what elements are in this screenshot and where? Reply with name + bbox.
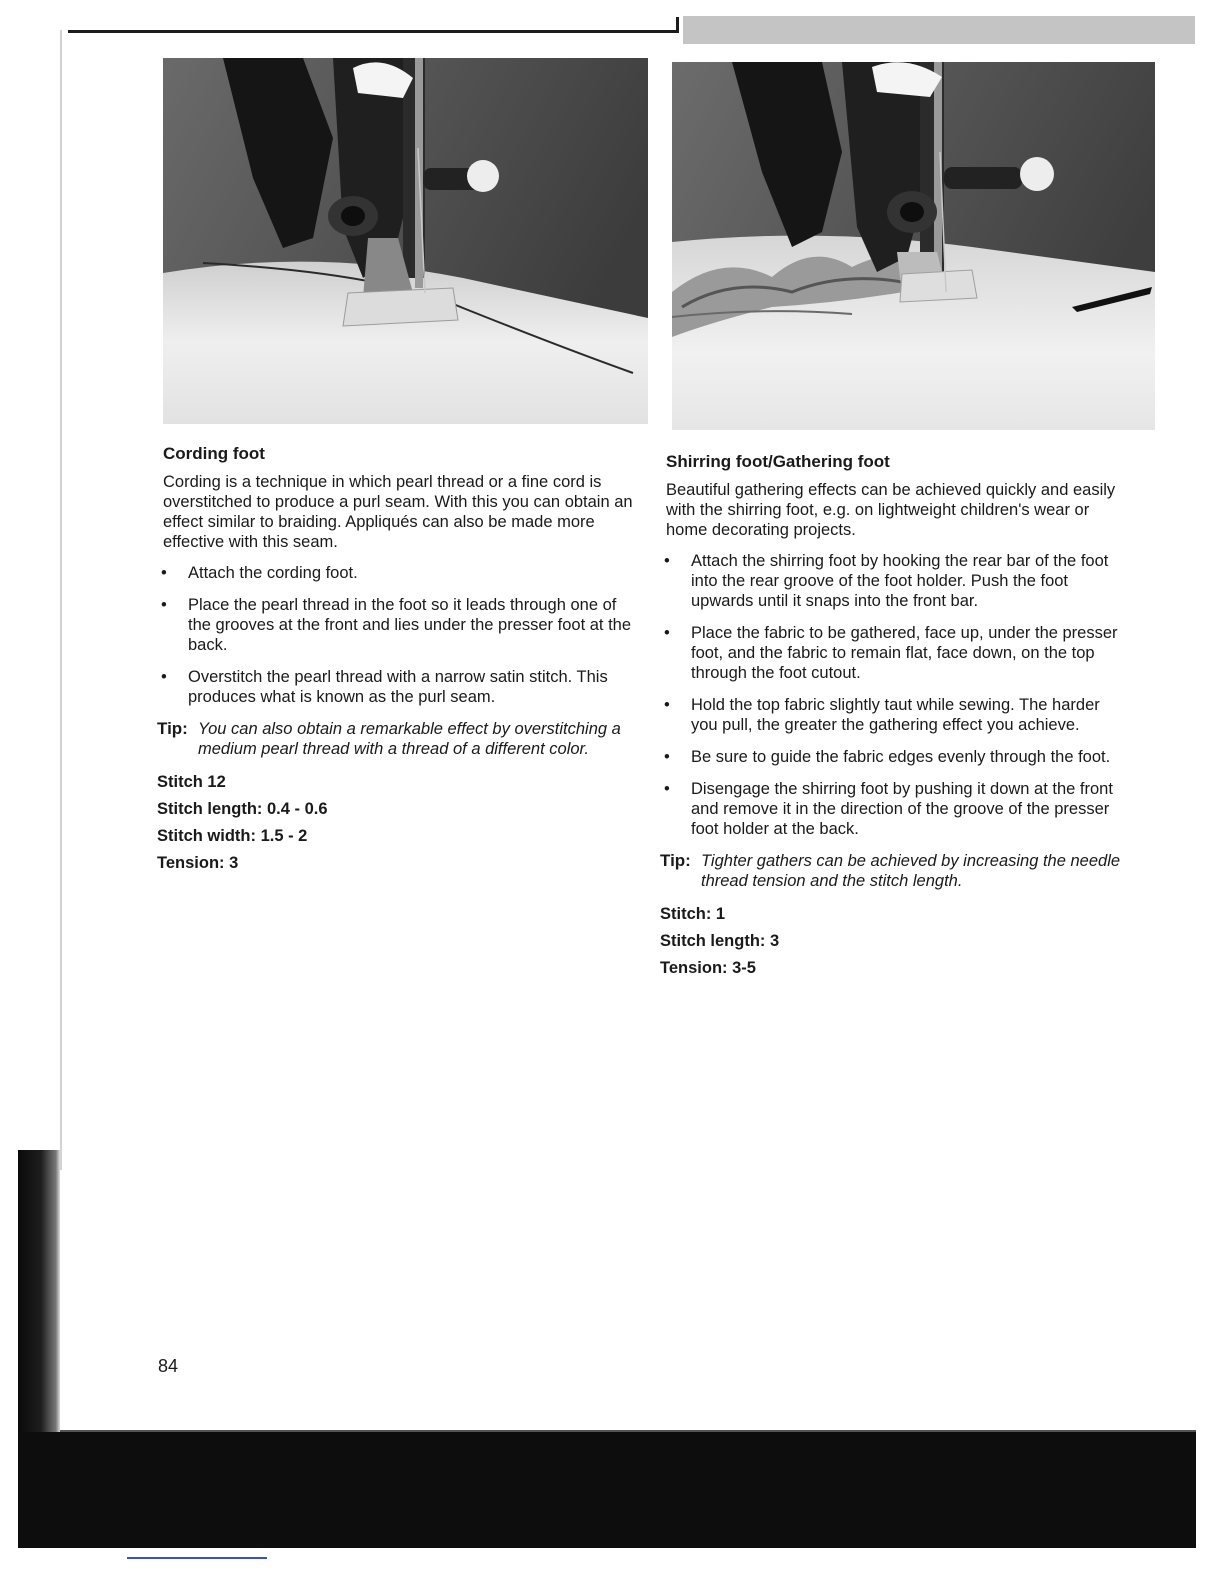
step-text: Place the pearl thread in the foot so it leads through one of the grooves at the front and lies under the presser foot at the back. [188,596,632,654]
tip-text: You can also obtain a remarkable effect by overstitching a medium pearl thread with a thread of a different color. [198,720,621,758]
tip-label: Tip: [157,719,188,738]
spec-stitch-length [660,931,1130,951]
list-item [157,667,642,707]
spec-label: Stitch [157,773,208,791]
shirring-foot-photo [672,62,1155,430]
list-item [660,779,1130,839]
top-scan-band [683,16,1195,44]
bullet-icon: • [664,780,670,798]
list-item [660,551,1130,611]
spec-value: 3 [770,932,780,950]
spec-tension [660,958,1130,978]
step-text: Place the fabric to be gathered, face up, under the presser foot, and the fabric to remain flat, face down, on the top through the foot cutout. [691,624,1118,682]
spec-value: 12 [207,773,226,791]
spec-label: Stitch length: [660,932,770,950]
spec-value: 1 [715,905,726,923]
spec-stitch [660,904,1130,924]
list-item [157,563,642,583]
shirring-foot-tip [660,851,1130,891]
spec-tension [157,853,642,873]
shirring-foot-steps [660,551,1130,839]
shirring-foot-heading: Shirring foot/Gathering foot [666,452,890,471]
cording-foot-heading: Cording foot [163,444,265,463]
list-item [157,595,642,655]
top-rule-tick [676,17,679,33]
cording-foot-tip [157,719,642,759]
bullet-icon: • [664,552,670,570]
cording-foot-intro: Cording is a technique in which pearl thread or a fine cord is overstitched to produce a purl seam. With this you can obtain an effect similar to braiding. Appliqués can also be made more effective with this seam. [163,473,633,551]
list-item [660,695,1130,735]
top-rule [68,30,678,33]
page-left-edge [60,30,62,1170]
bullet-icon: • [161,564,167,582]
step-text: Be sure to guide the fabric edges evenly through the foot. [691,748,1111,766]
tip-text: Tighter gathers can be achieved by increasing the needle thread tension and the stitch length. [701,852,1121,890]
tip-label: Tip: [660,851,691,870]
spec-value: 3 [229,854,239,872]
step-text: Attach the cording foot. [188,564,358,582]
spec-label: Stitch length: [157,800,267,818]
scan-link-underline [127,1557,267,1559]
spec-value: 3-5 [732,959,756,977]
bullet-icon: • [664,696,670,714]
cording-foot-steps [157,563,642,707]
page-number: 84 [158,1356,179,1376]
bullet-icon: • [664,748,670,766]
cording-foot-photo [163,58,648,424]
step-text: Disengage the shirring foot by pushing it down at the front and remove it in the direction of the groove of the presser foot holder at the back. [691,780,1113,838]
spec-stitch-width [157,826,642,846]
shirring-foot-intro: Beautiful gathering effects can be achieved quickly and easily with the shirring foot, e.g. on lightweight children's wear or home decorating projects. [666,481,1116,539]
shirring-foot-section [660,452,1130,985]
binding-shadow [18,1150,60,1440]
spec-value: 0.4 - 0.6 [267,800,328,818]
list-item [660,623,1130,683]
spec-stitch [157,772,642,792]
spec-value: 1.5 - 2 [260,827,308,845]
bullet-icon: • [161,668,167,686]
spec-label: Stitch: [660,905,716,923]
step-text: Attach the shirring foot by hooking the rear bar of the foot into the rear groove of the foot holder. Push the foot upwards until it snaps into the front bar. [691,552,1109,610]
step-text: Overstitch the pearl thread with a narrow satin stitch. This produces what is known as the purl seam. [188,668,608,706]
spec-label: Tension: [660,959,733,977]
bottom-scan-shadow [18,1432,1196,1548]
list-item [660,747,1130,767]
spec-label: Stitch width: [157,827,261,845]
spec-stitch-length [157,799,642,819]
cording-foot-section [157,444,642,880]
spec-label: Tension: [157,854,230,872]
step-text: Hold the top fabric slightly taut while sewing. The harder you pull, the greater the gathering effect you achieve. [691,696,1100,734]
bullet-icon: • [161,596,167,614]
bullet-icon: • [664,624,670,642]
